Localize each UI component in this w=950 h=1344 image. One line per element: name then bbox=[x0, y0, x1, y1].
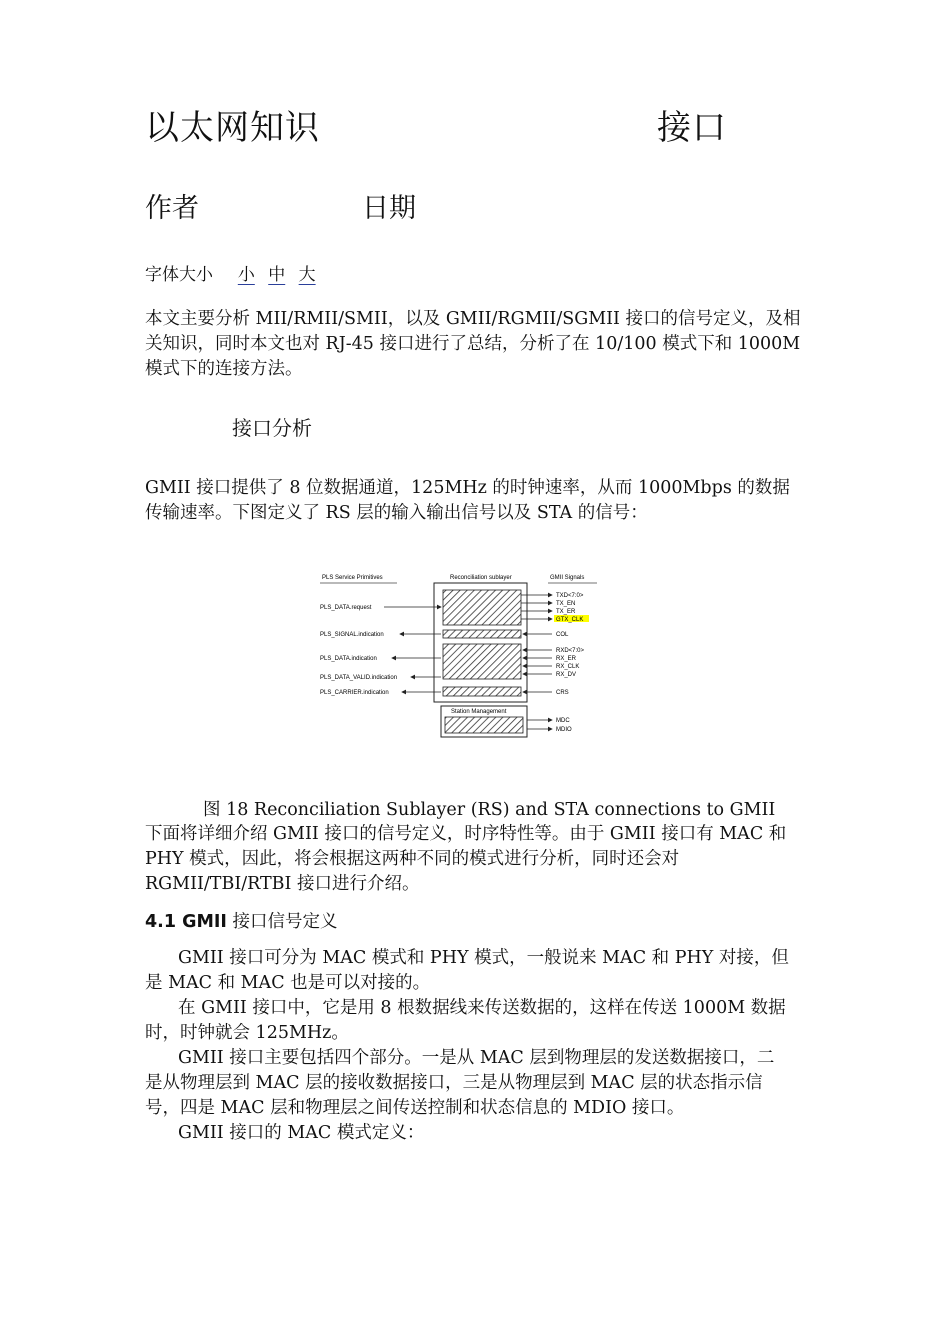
fig-rx-signal: RX_ER bbox=[556, 656, 577, 662]
fig-col-signal: COL bbox=[556, 632, 569, 638]
figure-caption: 图 18 Reconciliation Sublayer (RS) and STA connections to GMII bbox=[203, 800, 776, 820]
after-figure-line: 下面将详细介绍 GMII 接口的信号定义，时序特性等。由于 GMII 接口有 MAC 和 bbox=[145, 824, 787, 844]
font-size-medium-link[interactable]: 中 bbox=[268, 265, 286, 285]
fig-tx-signal: TX_ER bbox=[556, 609, 576, 615]
doc-subtitle: 接口 bbox=[657, 108, 727, 148]
fig-col-gmii: GMII Signals bbox=[550, 575, 585, 581]
intro-line: 本文主要分析 MII/RMII/SMII，以及 GMII/RGMII/SGMII 接口的信号定义，及相 bbox=[145, 309, 801, 329]
rs-gmii-diagram bbox=[312, 568, 612, 740]
body-line: 号，四是 MAC 层和物理层之间传送控制和状态信息的 MDIO 接口。 bbox=[145, 1098, 685, 1118]
body-line: GMII 接口主要包括四个部分。一是从 MAC 层到物理层的发送数据接口，二 bbox=[178, 1048, 775, 1068]
subsection-title: 接口信号定义 bbox=[232, 912, 338, 932]
body-line: GMII 接口可分为 MAC 模式和 PHY 模式，一般说来 MAC 和 PHY 对接，但 bbox=[178, 948, 789, 968]
fig-pls-data-request: PLS_DATA.request bbox=[320, 605, 372, 611]
subsection-number: 4.1 GMII bbox=[145, 912, 227, 932]
fig-pls-data-valid-indication: PLS_DATA_VALID.indication bbox=[320, 675, 398, 681]
fig-pls-signal-indication: PLS_SIGNAL.indication bbox=[320, 632, 384, 638]
font-size-large-link[interactable]: 大 bbox=[298, 265, 316, 285]
body-line: GMII 接口的 MAC 模式定义： bbox=[178, 1123, 425, 1143]
author-label: 作者 bbox=[145, 193, 199, 224]
fig-rx-signal: RX_DV bbox=[556, 672, 577, 678]
fig-rx-signal: RXD<7:0> bbox=[556, 648, 585, 654]
fig-pls-carrier-indication: PLS_CARRIER.indication bbox=[320, 690, 389, 696]
fig-pls-data-indication: PLS_DATA.indication bbox=[320, 656, 377, 662]
font-size-label: 字体大小 bbox=[145, 265, 213, 285]
intro-line: 模式下的连接方法。 bbox=[145, 359, 303, 379]
fig-rx-signal: RX_CLK bbox=[556, 664, 580, 670]
subsection-heading bbox=[145, 910, 337, 935]
intro-line: 关知识，同时本文也对 RJ-45 接口进行了总结，分析了在 10/100 模式下和 1000M bbox=[145, 334, 801, 354]
fig-col-rs: Reconciliation sublayer bbox=[450, 575, 512, 581]
section-line: 传输速率。下图定义了 RS 层的输入输出信号以及 STA 的信号： bbox=[145, 503, 648, 523]
fig-tx-signal: TXD<7:0> bbox=[556, 593, 584, 599]
body-line: 是从物理层到 MAC 层的接收数据接口，三是从物理层到 MAC 层的状态指示信 bbox=[145, 1073, 763, 1093]
after-figure-line: PHY 模式，因此，将会根据这两种不同的模式进行分析，同时还会对 bbox=[145, 849, 680, 869]
section-line: GMII 接口提供了 8 位数据通道，125MHz 的时钟速率，从而 1000Mbps 的数据 bbox=[145, 478, 790, 498]
fig-crs-signal: CRS bbox=[556, 690, 569, 696]
fig-station-management: Station Management bbox=[451, 709, 507, 715]
fig-tx-signal: TX_EN bbox=[556, 601, 576, 607]
fig-col-pls: PLS Service Primitives bbox=[322, 575, 383, 581]
fig-mdc-signal: MDC bbox=[556, 718, 570, 724]
fig-mdio-signal: MDIO bbox=[556, 727, 572, 733]
body-line: 在 GMII 接口中，它是用 8 根数据线来传送数据的，这样在传送 1000M 数据 bbox=[178, 998, 786, 1018]
fig-tx-signal: GTX_CLK bbox=[556, 617, 584, 623]
after-figure-line: RGMII/TBI/RTBI 接口进行介绍。 bbox=[145, 874, 420, 894]
date-label: 日期 bbox=[362, 193, 416, 224]
doc-title: 以太网知识 bbox=[145, 108, 320, 148]
section-heading: 接口分析 bbox=[232, 416, 312, 440]
body-line: 是 MAC 和 MAC 也是可以对接的。 bbox=[145, 973, 431, 993]
font-size-small-link[interactable]: 小 bbox=[237, 265, 255, 285]
font-size-control bbox=[145, 260, 324, 285]
body-line: 时，时钟就会 125MHz。 bbox=[145, 1023, 349, 1043]
